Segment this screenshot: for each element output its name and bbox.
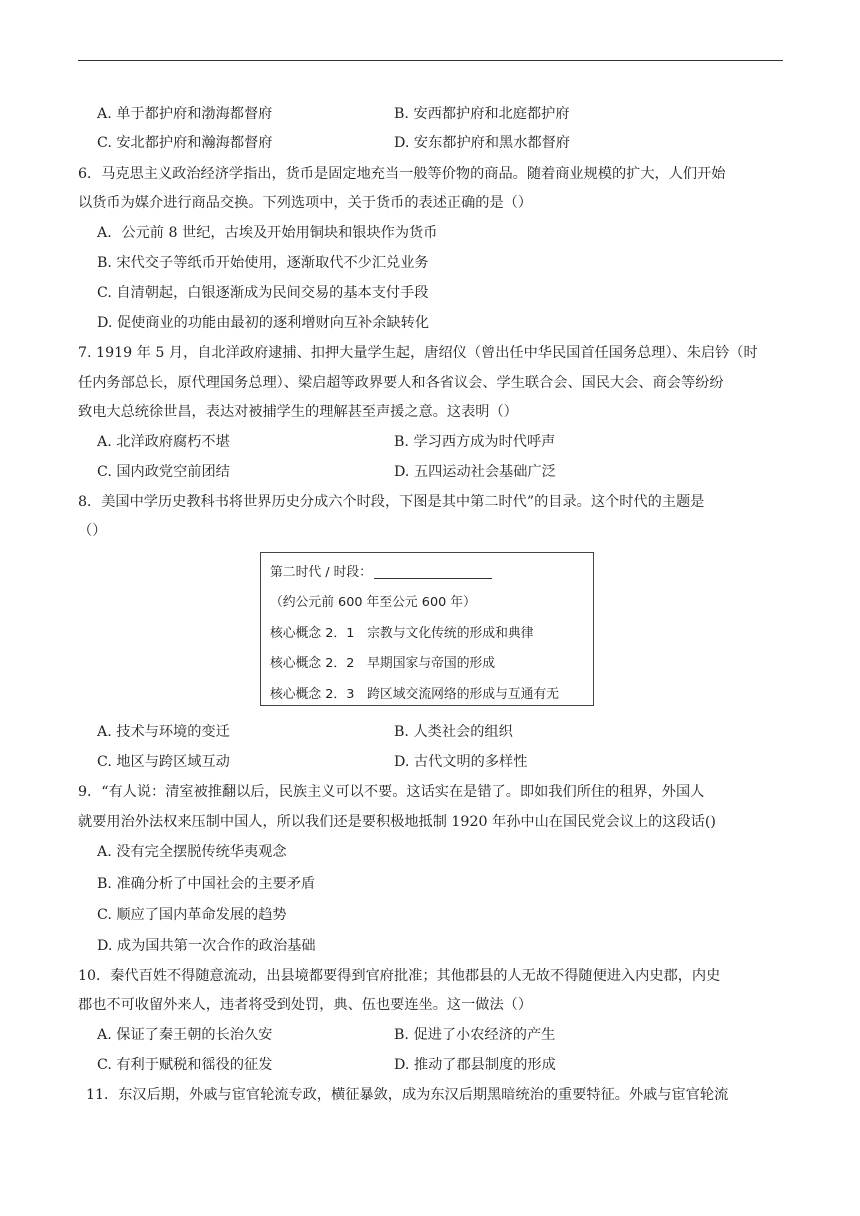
q10-option-a[interactable]: A. 保证了秦王朝的长治久安 bbox=[97, 1027, 273, 1043]
q6-option-a[interactable]: A．公元前 8 世纪，古埃及开始用铜块和银块作为货币 bbox=[97, 225, 438, 241]
table-of-contents-figure bbox=[260, 552, 594, 706]
figure-concept-2-3: 核心概念 2．3 跨区域交流网络的形成与互通有无 bbox=[270, 687, 560, 702]
q6-option-b[interactable]: B. 宋代交子等纸币开始使用，逐渐取代不少汇兑业务 bbox=[97, 255, 429, 271]
q6-option-d[interactable]: D. 促使商业的功能由最初的逐利增财向互补余缺转化 bbox=[97, 315, 430, 331]
q7-option-a[interactable]: A. 北洋政府腐朽不堪 bbox=[97, 434, 230, 450]
figure-concept-2-1: 核心概念 2．1 宗教与文化传统的形成和典律 bbox=[270, 626, 534, 641]
figure-period: （约公元前 600 年至公元 600 年） bbox=[270, 595, 476, 610]
q11-stem-line1: 11．东汉后期，外戚与宦官轮流专政，横征暴敛，成为东汉后期黑暗统治的重要特征。外戚与宦官轮流 bbox=[86, 1087, 729, 1103]
q8-stem-line1: 8．美国中学历史教科书将世界历史分成六个时段，下图是其中第二时代”的目录。这个时代的主题是 bbox=[78, 494, 705, 510]
q7-stem-line3: 致电大总统徐世昌，表达对被捕学生的理解甚至声援之意。这表明（） bbox=[78, 404, 518, 420]
q8-option-c[interactable]: C. 地区与跨区域互动 bbox=[97, 754, 230, 770]
q5-option-c[interactable]: C. 安北都护府和瀚海都督府 bbox=[97, 135, 273, 151]
q5-option-a[interactable]: A. 单于都护府和渤海都督府 bbox=[97, 106, 273, 122]
figure-title: 第二时代 / 时段： bbox=[270, 565, 373, 580]
q8-option-a[interactable]: A. 技术与环境的变迁 bbox=[97, 724, 230, 740]
q7-stem-line1: 7. 1919 年 5 月，自北洋政府逮捕、扣押大量学生起，唐绍仪（曾出任中华民国首任国务总理）、朱启钤（时 bbox=[78, 345, 758, 361]
q10-option-d[interactable]: D. 推动了郡县制度的形成 bbox=[394, 1057, 556, 1073]
q6-stem-line1: 6．马克思主义政治经济学指出，货币是固定地充当一般等价物的商品。随着商业规模的扩大，人们开始 bbox=[78, 166, 726, 182]
q5-option-b[interactable]: B. 安西都护府和北庭都护府 bbox=[394, 106, 570, 122]
q9-stem-line2: 就要用治外法权来压制中国人，所以我们还是要积极地抵制 1920 年孙中山在国民党会议上的这段话() bbox=[78, 814, 716, 830]
q7-stem-line2: 任内务部总长，原代理国务总理）、梁启超等政界要人和各省议会、学生联合会、国民大会、商会等纷纷 bbox=[78, 375, 724, 391]
figure-title-blank bbox=[374, 566, 492, 579]
q6-stem-line2: 以货币为媒介进行商品交换。下列选项中，关于货币的表述正确的是（） bbox=[78, 195, 533, 211]
header-rule bbox=[78, 60, 783, 61]
q8-option-d[interactable]: D. 古代文明的多样性 bbox=[394, 754, 528, 770]
q5-option-d[interactable]: D. 安东都护府和黑水都督府 bbox=[394, 135, 570, 151]
q8-option-b[interactable]: B. 人类社会的组织 bbox=[394, 724, 513, 740]
q7-option-c[interactable]: C. 国内政党空前团结 bbox=[97, 464, 230, 480]
q8-stem-line2: （） bbox=[78, 523, 107, 539]
q10-stem-line1: 10．秦代百姓不得随意流动，出县境都要得到官府批准；其他郡县的人无故不得随便进入内史郡，内史 bbox=[78, 968, 721, 984]
q6-option-c[interactable]: C. 自清朝起，白银逐渐成为民间交易的基本支付手段 bbox=[97, 285, 429, 301]
q9-option-a[interactable]: A. 没有完全摆脱传统华夷观念 bbox=[97, 844, 287, 860]
q7-option-b[interactable]: B. 学习西方成为时代呼声 bbox=[394, 434, 556, 450]
q9-stem-line1: 9．“有人说：清室被推翻以后，民族主义可以不要。这话实在是错了。即如我们所住的租界，外国人 bbox=[78, 784, 705, 800]
figure-concept-2-2: 核心概念 2．2 早期国家与帝国的形成 bbox=[270, 656, 496, 671]
q9-option-d[interactable]: D. 成为国共第一次合作的政治基础 bbox=[97, 938, 316, 954]
q10-stem-line2: 郡也不可收留外来人，违者将受到处罚，典、伍也要连坐。这一做法（） bbox=[78, 997, 533, 1013]
q9-option-c[interactable]: C. 顺应了国内革命发展的趋势 bbox=[97, 907, 287, 923]
q10-option-b[interactable]: B. 促进了小农经济的产生 bbox=[394, 1027, 556, 1043]
figure-title-row bbox=[270, 561, 492, 580]
q7-option-d[interactable]: D. 五四运动社会基础广泛 bbox=[394, 464, 556, 480]
q10-option-c[interactable]: C. 有利于赋税和徭役的征发 bbox=[97, 1057, 273, 1073]
q9-option-b[interactable]: B. 准确分析了中国社会的主要矛盾 bbox=[97, 876, 316, 892]
